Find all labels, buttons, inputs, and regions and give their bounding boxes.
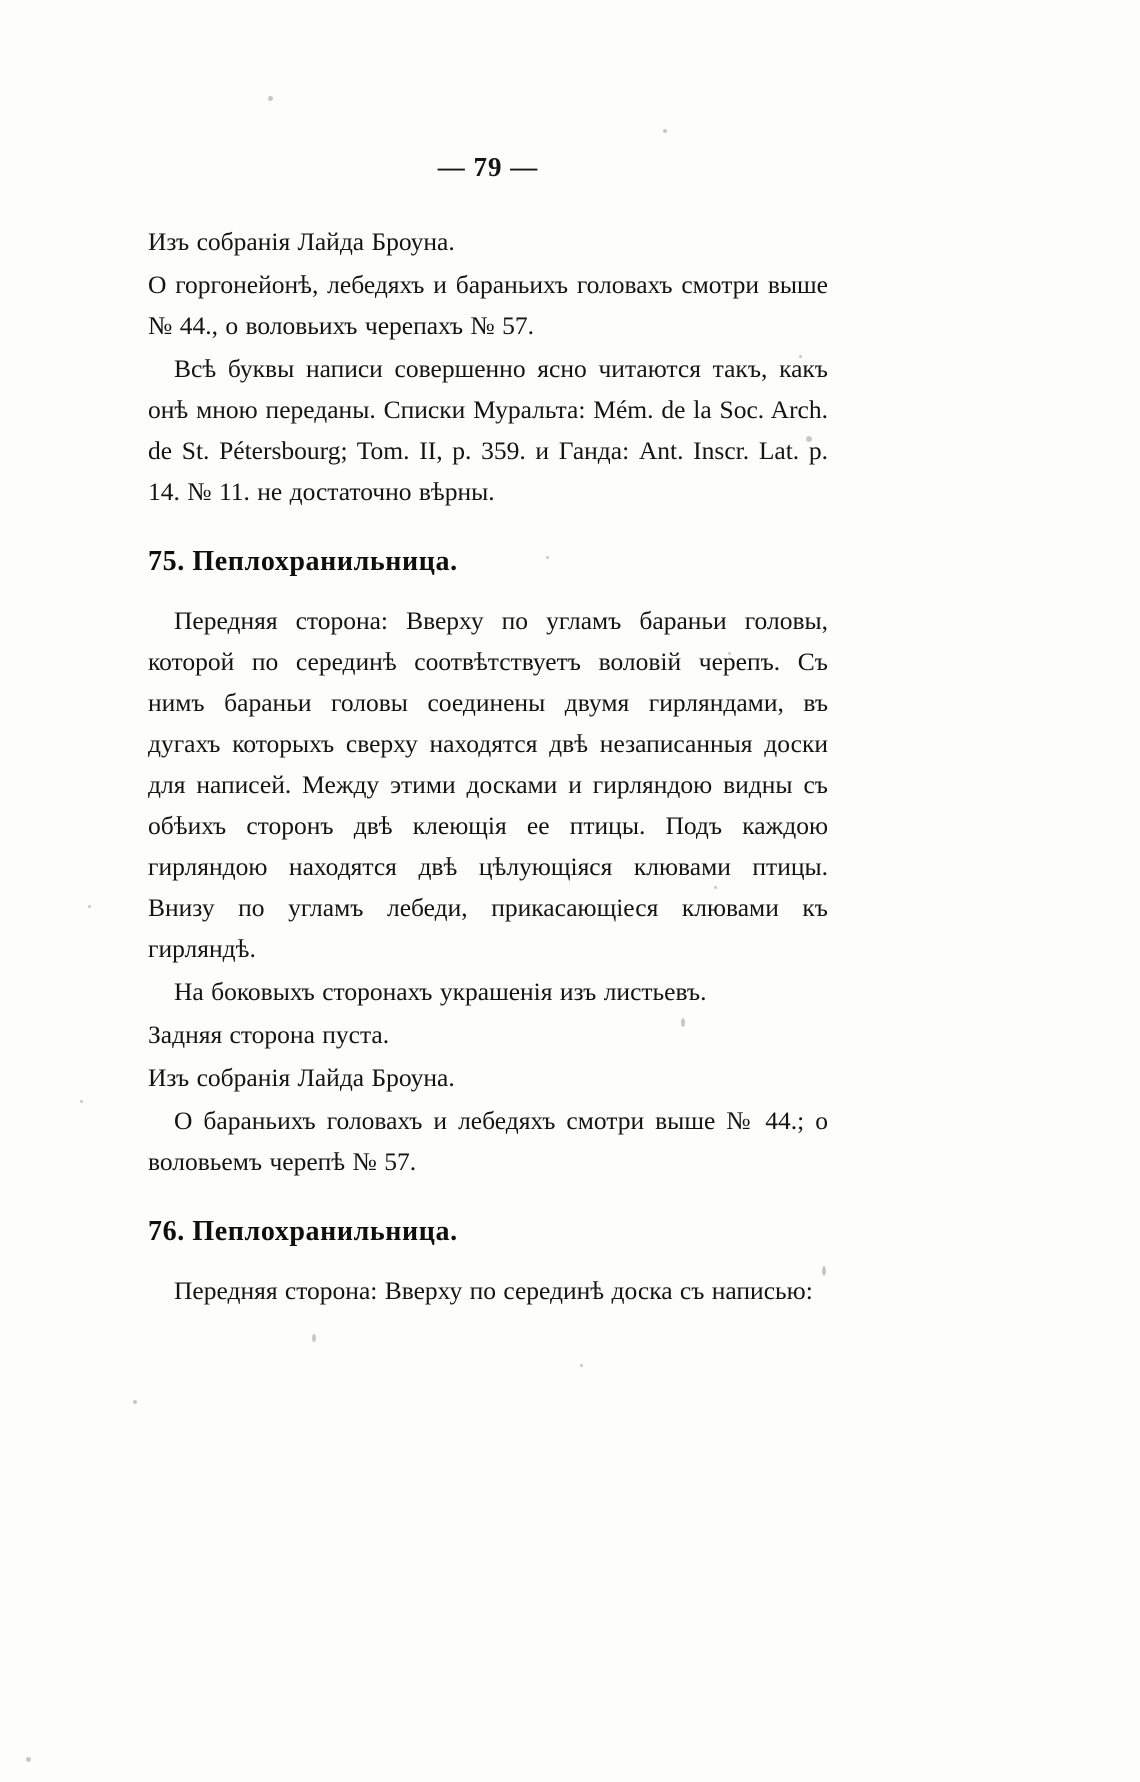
- scan-speck: [80, 1100, 83, 1103]
- paragraph-front-side-76: Передняя сторона: Вверху по серединѣ доска съ написью:: [174, 1276, 813, 1305]
- paragraph-inscription-letters: Всѣ буквы написи совершенно ясно читаются такъ, какъ онѣ мною переданы. Списки Муральта: Mém. de la Soc. Arch. de St. Pétersbourg; Tom. II, p. 359. и Ганда: Ant. Inscr. Lat. p. 14. № 11. не достаточно вѣрны.: [148, 354, 828, 506]
- page-number: — 79 —: [437, 152, 539, 182]
- section-heading-75: 75. Пеплохранильница.: [148, 546, 458, 577]
- scan-speck: [312, 1334, 316, 1342]
- paragraph-gorgoneion-reference: О горгонейонѣ, лебедяхъ и бараньихъ головахъ смотри выше № 44., о воловьихъ черепахъ № 57.: [148, 270, 828, 340]
- paragraph-side-decoration-75: На боковыхъ сторонахъ украшенія изъ листьевъ.: [174, 977, 707, 1006]
- section-heading-76: 76. Пеплохранильница.: [148, 1216, 458, 1247]
- scan-speck: [133, 1400, 137, 1404]
- scan-speck: [580, 1364, 583, 1367]
- paragraph-front-side-75: Передняя сторона: Вверху по угламъ бараньи головы, которой по серединѣ соотвѣтствуетъ воловій черепъ. Съ нимъ бараньи головы соединены двумя гирляндами, въ дугахъ которыхъ сверху находятся двѣ незаписанныя доски для написей. Между этими досками и гирляндою видны съ обѣихъ сторонъ двѣ клеющія ее птицы. Подъ каждою гирляндою находятся двѣ цѣлующіяся клювами птицы. Внизу по угламъ лебеди, прикасающіеся клювами къ гирляндѣ.: [148, 606, 828, 963]
- paragraph-collection-laid-brown: Изъ собранія Лайда Броуна.: [148, 227, 455, 256]
- scan-speck: [88, 905, 91, 908]
- paragraph-rams-heads-reference-75: О бараньихъ головахъ и лебедяхъ смотри выше № 44.; о воловьемъ черепѣ № 57.: [148, 1106, 828, 1176]
- paragraph-back-side-75: Задняя сторона пуста.: [148, 1020, 390, 1049]
- page-content: [148, 0, 828, 1313]
- paragraph-collection-75: Изъ собранія Лайда Броуна.: [148, 1063, 455, 1092]
- scan-speck: [26, 1757, 31, 1762]
